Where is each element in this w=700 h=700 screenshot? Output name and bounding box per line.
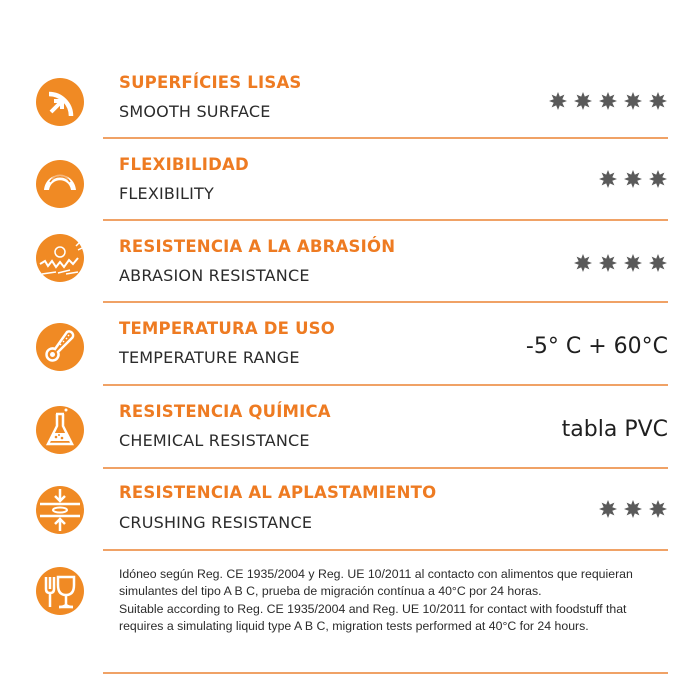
flask-icon [36, 406, 84, 454]
property-title-en: CRUSHING RESISTANCE [119, 513, 313, 532]
rating-stars [549, 92, 667, 110]
star-icon [649, 254, 667, 272]
property-title-es: TEMPERATURA DE USO [119, 319, 335, 338]
star-icon [599, 254, 617, 272]
rating-stars [574, 254, 667, 272]
star-icon [649, 170, 667, 188]
star-icon [649, 92, 667, 110]
property-title-es: RESISTENCIA AL APLASTAMIENTO [119, 483, 437, 502]
star-icon [599, 170, 617, 188]
property-row-temperature [0, 303, 700, 385]
property-row-crushing [0, 468, 700, 550]
property-row-abrasion [0, 220, 700, 302]
property-title-en: ABRASION RESISTANCE [119, 266, 310, 285]
property-row-chemical [0, 386, 700, 468]
star-icon [574, 254, 592, 272]
star-icon [574, 92, 592, 110]
star-icon [624, 500, 642, 518]
property-title-es: FLEXIBILIDAD [119, 155, 249, 174]
star-icon [649, 500, 667, 518]
flexibility-icon [36, 160, 84, 208]
property-value: tabla PVC [561, 417, 668, 442]
property-title-en: CHEMICAL RESISTANCE [119, 431, 310, 450]
property-title-es: SUPERFÍCIES LISAS [119, 73, 302, 92]
star-icon [549, 92, 567, 110]
divider [103, 672, 668, 674]
property-title-en: TEMPERATURE RANGE [119, 348, 300, 367]
food-contact-text-en: Suitable according to Reg. CE 1935/2004 and Reg. UE 10/2011 for contact with foodstuff that requires a simulating liquid type A B C, migration tests performed at 40°C for 24 hours. [119, 601, 627, 634]
food-safe-icon [36, 567, 84, 615]
property-title-en: SMOOTH SURFACE [119, 102, 271, 121]
star-icon [624, 170, 642, 188]
star-icon [599, 500, 617, 518]
food-contact-note [119, 566, 674, 636]
property-title-es: RESISTENCIA A LA ABRASIÓN [119, 237, 396, 256]
rating-stars [599, 500, 667, 518]
property-row-flexibility [0, 138, 700, 220]
property-row-smooth-surface [0, 56, 700, 138]
property-title-es: RESISTENCIA QUÍMICA [119, 402, 331, 421]
food-contact-text-es: Idóneo según Reg. CE 1935/2004 y Reg. UE 10/2011 al contacto con alimentos que requieran simulantes del tipo A B C, prueba de migración contínua a 40°C por 24 horas. [119, 567, 633, 599]
star-icon [599, 92, 617, 110]
rating-stars [599, 170, 667, 188]
abrasion-icon [36, 234, 84, 282]
crushing-icon [36, 486, 84, 534]
property-value: -5° C + 60°C [525, 334, 668, 359]
thermometer-icon [36, 323, 84, 371]
divider [103, 549, 668, 551]
star-icon [624, 92, 642, 110]
property-title-en: FLEXIBILITY [119, 184, 214, 203]
star-icon [624, 254, 642, 272]
smooth-surface-icon [36, 78, 84, 126]
